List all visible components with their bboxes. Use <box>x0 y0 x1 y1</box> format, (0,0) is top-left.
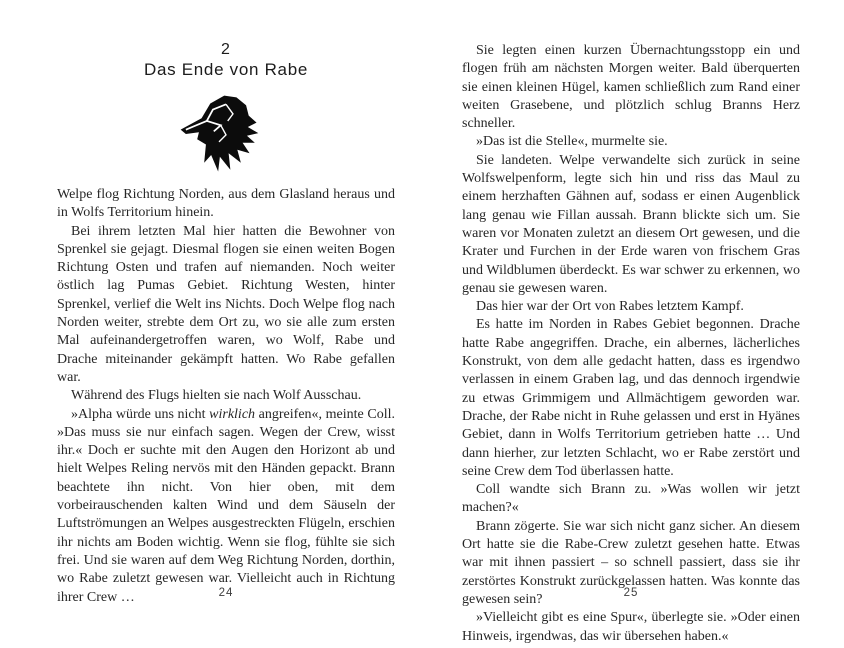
paragraph: Während des Flugs hielten sie nach Wolf Ausschau. <box>71 388 362 404</box>
right-page <box>462 0 800 648</box>
paragraph: Bei ihrem letzten Mal hier hatten die Bewohner von Sprenkel sie gejagt. Diesmal flogen sie einen weiten Bogen Richtung Osten und trafen auf niemanden. Noch weiter östlich lag Pumas Gebiet. Richtung Westen, hinter Sprenkel, verlief die Welt ins Nichts. Doch Welpe flog nach Norden weiter, strebte dem Ort zu, wo sie alle zum ersten Mal aufeinandergetroffen waren, wo Wolf, Rabe und Drache miteinander gekämpft hatten. Wo Rabe gefallen war. <box>57 223 395 385</box>
paragraph: Brann zögerte. Sie war sich nicht ganz sicher. An diesem Ort hatte sie die Rabe-Crew zuletzt gesehen hatte. Etwas war mit ihnen passiert – so schnell passiert, dass sie ihr zerstörtes Konstrukt zurückgelassen hatten. Was konnte das gewesen sein? <box>462 518 800 607</box>
left-page-number: 24 <box>218 587 234 599</box>
paragraph: Sie legten einen kurzen Übernachtungsstopp ein und flogen früh am nächsten Morgen weiter. Bald überquerten sie einen kleinen Hügel, kamen schließlich zum Rand einer weiten Grasebene, und plötzlich schlug Branns Herz schneller. <box>462 43 800 132</box>
left-page-text <box>57 186 395 607</box>
paragraph: »Vielleicht gibt es eine Spur«, überlegte sie. »Oder einen Hinweis, irgendwas, das wir übersehen haben.« <box>462 610 800 644</box>
paragraph: Welpe flog Richtung Norden, aus dem Glasland heraus und in Wolfs Territorium hinein. <box>57 187 395 221</box>
paragraph: Sie landeten. Welpe verwandelte sich zurück in seine Wolfswelpenform, legte sich hin und riss das Maul zu einem herzhaften Gähnen auf, sodass er einen Augenblick lang genau wie Fillan aussah. Brann blickte sich um. Sie waren vor Monaten zuletzt an diesem Ort gewesen, und die Krater und Furchen in der Erde waren von frischem Gras und Wildblumen überdeckt. Es war schwer zu erkennen, wo genau sie gewesen waren. <box>462 152 800 296</box>
raven-head-icon <box>57 86 395 187</box>
chapter-title: Das Ende von Rabe <box>143 60 309 79</box>
paragraph: Das hier war der Ort von Rabes letztem Kampf. <box>476 299 744 315</box>
right-page-text <box>462 42 800 646</box>
right-page-number: 25 <box>623 587 639 599</box>
chapter-header <box>57 41 395 80</box>
left-page <box>57 0 395 648</box>
paragraph: Coll wandte sich Brann zu. »Was wollen wir jetzt machen?« <box>462 482 800 516</box>
paragraph: Es hatte im Norden in Rabes Gebiet begonnen. Drache hatte Rabe angegriffen. Drache, ein albernes, lächerliches Konstrukt, von dem alle gedacht hatten, dass es irgendwo verlassen in einem Graben lag, und das dennoch irgendwie zu etwas Grimmigem und Allmächtigem geworden war. Drache, der Rabe nicht in Ruhe gelassen und erst in Hyänes Gebiet, dann in Wolfs Territorium getrieben hatte … Und dann hierher, zur letzten Schlacht, wo er Rabe zerstört und seine Crew dem Tod überlassen hatte. <box>462 317 800 479</box>
chapter-number: 2 <box>221 41 231 58</box>
paragraph: »Alpha würde uns nicht wirklich angreifen«, meinte Coll. »Das muss sie nur einfach sagen. Wegen der Crew, wisst ihr.« Doch er suchte mit den Augen den Horizont ab und hielt Welpes Reling nervös mit den Händen gepackt. Brann beachtete ihn nicht. Von hier oben, mit dem vorbeirauschenden kalten Wind und dem Säuseln der Luftströmungen an Welpes ausgestreckten Flügeln, erschien ihr nichts am Boden wichtig. Wenn sie flog, fühlte sie sich frei. Und sie waren auf dem Weg Richtung Norden, dorthin, wo Rabe zuletzt gewesen war. Vielleicht auch in Richtung ihrer Crew … <box>57 406 395 605</box>
paragraph: »Das ist die Stelle«, murmelte sie. <box>476 134 668 150</box>
